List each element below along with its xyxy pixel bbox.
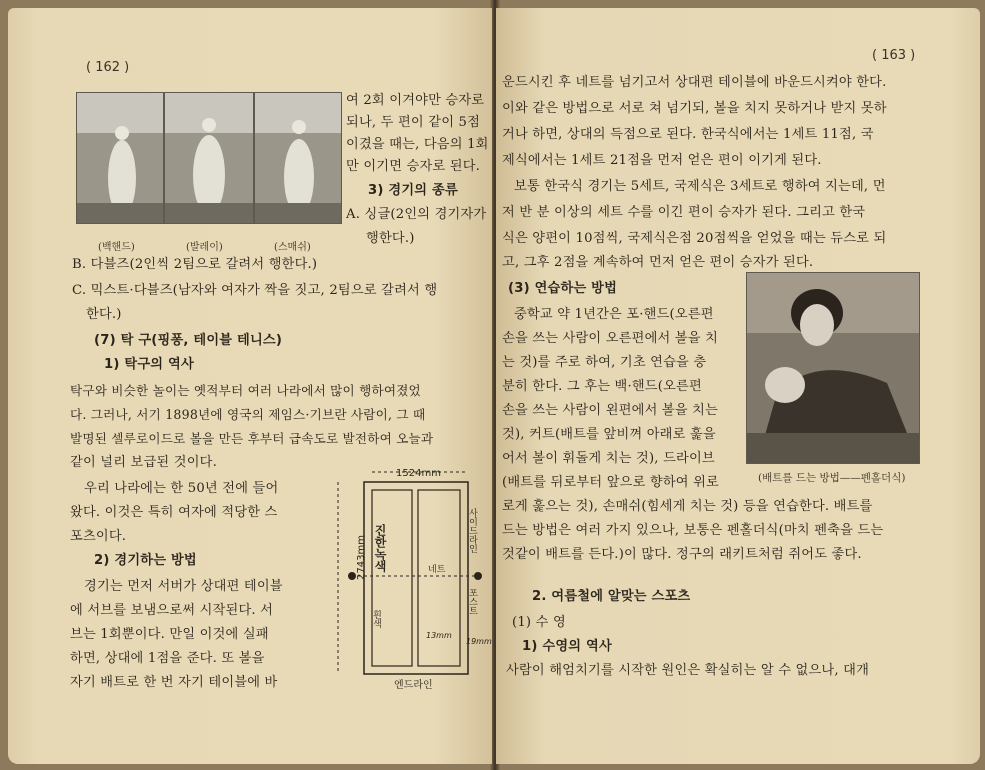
- text-line: 식은 양편이 10점씩, 국제식은점 20점씩을 얻었을 때는 듀스로 되: [502, 231, 887, 246]
- text-line: 되나, 두 편이 같이 5점: [346, 115, 481, 130]
- text-line: 사람이 해엄치기를 시작한 원인은 확실히는 알 수 없으나, 대개: [506, 663, 870, 678]
- table-diagram: [316, 464, 492, 694]
- text-line: 운드시킨 후 네트를 넘기고서 상대편 테이블에 바운드시켜야 한다.: [502, 75, 887, 90]
- page-number-right: ( 163 ): [872, 48, 916, 63]
- text-line: 손을 쓰는 사람이 오른편에서 볼을 치: [502, 331, 719, 346]
- subsection-heading: 2) 경기하는 방법: [94, 553, 197, 568]
- text-line: 우리 나라에는 한 50년 전에 들어: [84, 481, 279, 496]
- text-line: (배트를 뒤로부터 앞으로 향하여 위로: [502, 475, 719, 490]
- caption-smash: (스매쉬): [274, 242, 311, 253]
- text-line: 만 이기면 승자로 된다.: [346, 159, 481, 174]
- subsection-heading: 1) 수영의 역사: [522, 639, 612, 654]
- text-line: 분히 한다. 그 후는 백·핸드(오른편: [502, 379, 702, 394]
- text-line: 로게 훑으는 것), 손매쉬(힘세게 치는 것) 등을 연습한다. 배트를: [502, 499, 873, 514]
- text-line: 발명된 셀루로이드로 볼을 만든 후부터 급속도로 발전하여 오늘과: [70, 431, 434, 446]
- table-outline: [364, 482, 468, 674]
- post-label: 포스트: [467, 588, 477, 615]
- text-line: 거나 하면, 상대의 득점으로 된다. 한국식에서는 1세트 11점, 국: [502, 127, 874, 142]
- text-line: 이와 같은 방법으로 서로 쳐 넘기되, 볼을 치지 못하거나 받지 못하: [502, 101, 887, 116]
- page-number-left: ( 162 ): [86, 60, 130, 75]
- text-line: 다. 그러나, 서기 1898년에 영국의 제임스·기브란 사람이, 그 때: [70, 407, 426, 422]
- table-length-label: 2743mm: [356, 535, 367, 580]
- section-heading: (7) 탁 구(핑퐁, 테이블 테니스): [94, 333, 283, 348]
- text-line: 하면, 상대에 1점을 준다. 또 볼을: [70, 651, 265, 666]
- text-line: 손을 쓰는 사람이 왼편에서 볼을 치는: [502, 403, 719, 418]
- photo-penholder-grip: [746, 272, 920, 464]
- text-line: 저 반 분 이상의 세트 수를 이긴 편이 승자가 된다. 그리고 한국: [502, 205, 866, 220]
- text-line: 는 것)를 주로 하여, 기초 연습을 충: [502, 355, 707, 370]
- chapter-heading: 2. 여름철에 알맞는 스포츠: [532, 589, 691, 604]
- text-line: 포츠이다.: [70, 529, 127, 544]
- text-line: 중학교 약 1년간은 포·핸드(오른편: [514, 307, 714, 322]
- endline-label: 엔드라인: [394, 680, 433, 691]
- text-line: 경기는 먼저 서버가 상대편 테이블: [84, 579, 283, 594]
- text-line: 어서 볼이 휘돌게 치는 것), 드라이브: [502, 451, 715, 466]
- text-line: 탁구와 비슷한 놀이는 옛적부터 여러 나라에서 많이 행하여졌었: [70, 383, 421, 398]
- net-label: 네트: [428, 565, 446, 575]
- text-line: C. 믹스트·다블즈(남자와 여자가 짝을 짓고, 2팀으로 갈려서 행: [72, 283, 438, 298]
- text-line: 같이 널리 보급된 것이다.: [70, 455, 217, 470]
- text-line: 제식에서는 1세트 21점을 먼저 얻은 편이 이기게 된다.: [502, 153, 822, 168]
- outer-dim-label: 19mm: [466, 637, 492, 646]
- inner-dim-label: 13mm: [426, 631, 452, 640]
- text-line: 이겼을 때는, 다음의 1회: [346, 137, 489, 152]
- white-label: 흰색: [371, 610, 381, 628]
- table-width-label: 1524mm: [396, 468, 441, 479]
- text-line: A. 싱글(2인의 경기자가: [346, 207, 487, 222]
- section-heading: (3) 연습하는 방법: [508, 281, 618, 296]
- text-line: 에 서브를 보냄으로써 시작된다. 서: [70, 603, 274, 618]
- caption-volley: (발레이): [186, 242, 223, 253]
- text-line: 여 2회 이겨야만 승자로: [346, 93, 485, 108]
- text-line: 자기 배트로 한 번 자기 테이블에 바: [70, 675, 278, 690]
- photo-smash: [254, 92, 342, 224]
- photo-backhand: [76, 92, 164, 224]
- text-line: 브는 1회뿐이다. 만일 이것에 실패: [70, 627, 269, 642]
- subsection-heading: 1) 탁구의 역사: [104, 357, 194, 372]
- caption-backhand: (백핸드): [98, 242, 135, 253]
- text-line: 보통 한국식 경기는 5세트, 국제식은 3세트로 행하여 지는데, 먼: [514, 179, 886, 194]
- text-line: B. 다블즈(2인씩 2팀으로 갈려서 행한다.): [72, 257, 318, 272]
- green-label: 진한녹색: [373, 524, 387, 572]
- sideline-label: 사이드라인: [467, 508, 477, 553]
- text-line: 드는 방법은 여러 가지 있으나, 보통은 펜홀더식(마치 펜축을 드는: [502, 523, 884, 538]
- text-line: 것같이 배트를 든다.)이 많다. 정구의 래키트처럼 쥐어도 좋다.: [502, 547, 862, 562]
- subsection-heading: 3) 경기의 종류: [368, 183, 458, 198]
- left-page: [8, 8, 492, 764]
- photo-volley: [164, 92, 254, 224]
- right-page: [496, 8, 980, 764]
- text-line: 고, 그후 2점을 계속하여 먼저 얻은 편이 승자가 된다.: [502, 255, 814, 270]
- text-line: 것), 커트(배트를 앞비껴 아래로 훑을: [502, 427, 716, 442]
- section-heading: (1) 수 영: [512, 615, 566, 630]
- caption-penholder: (배트를 드는 방법——펜홀더식): [758, 472, 906, 484]
- text-line: 행한다.): [366, 231, 415, 246]
- text-line: 왔다. 이것은 특히 여자에 적당한 스: [70, 505, 278, 520]
- text-line: 한다.): [86, 307, 122, 322]
